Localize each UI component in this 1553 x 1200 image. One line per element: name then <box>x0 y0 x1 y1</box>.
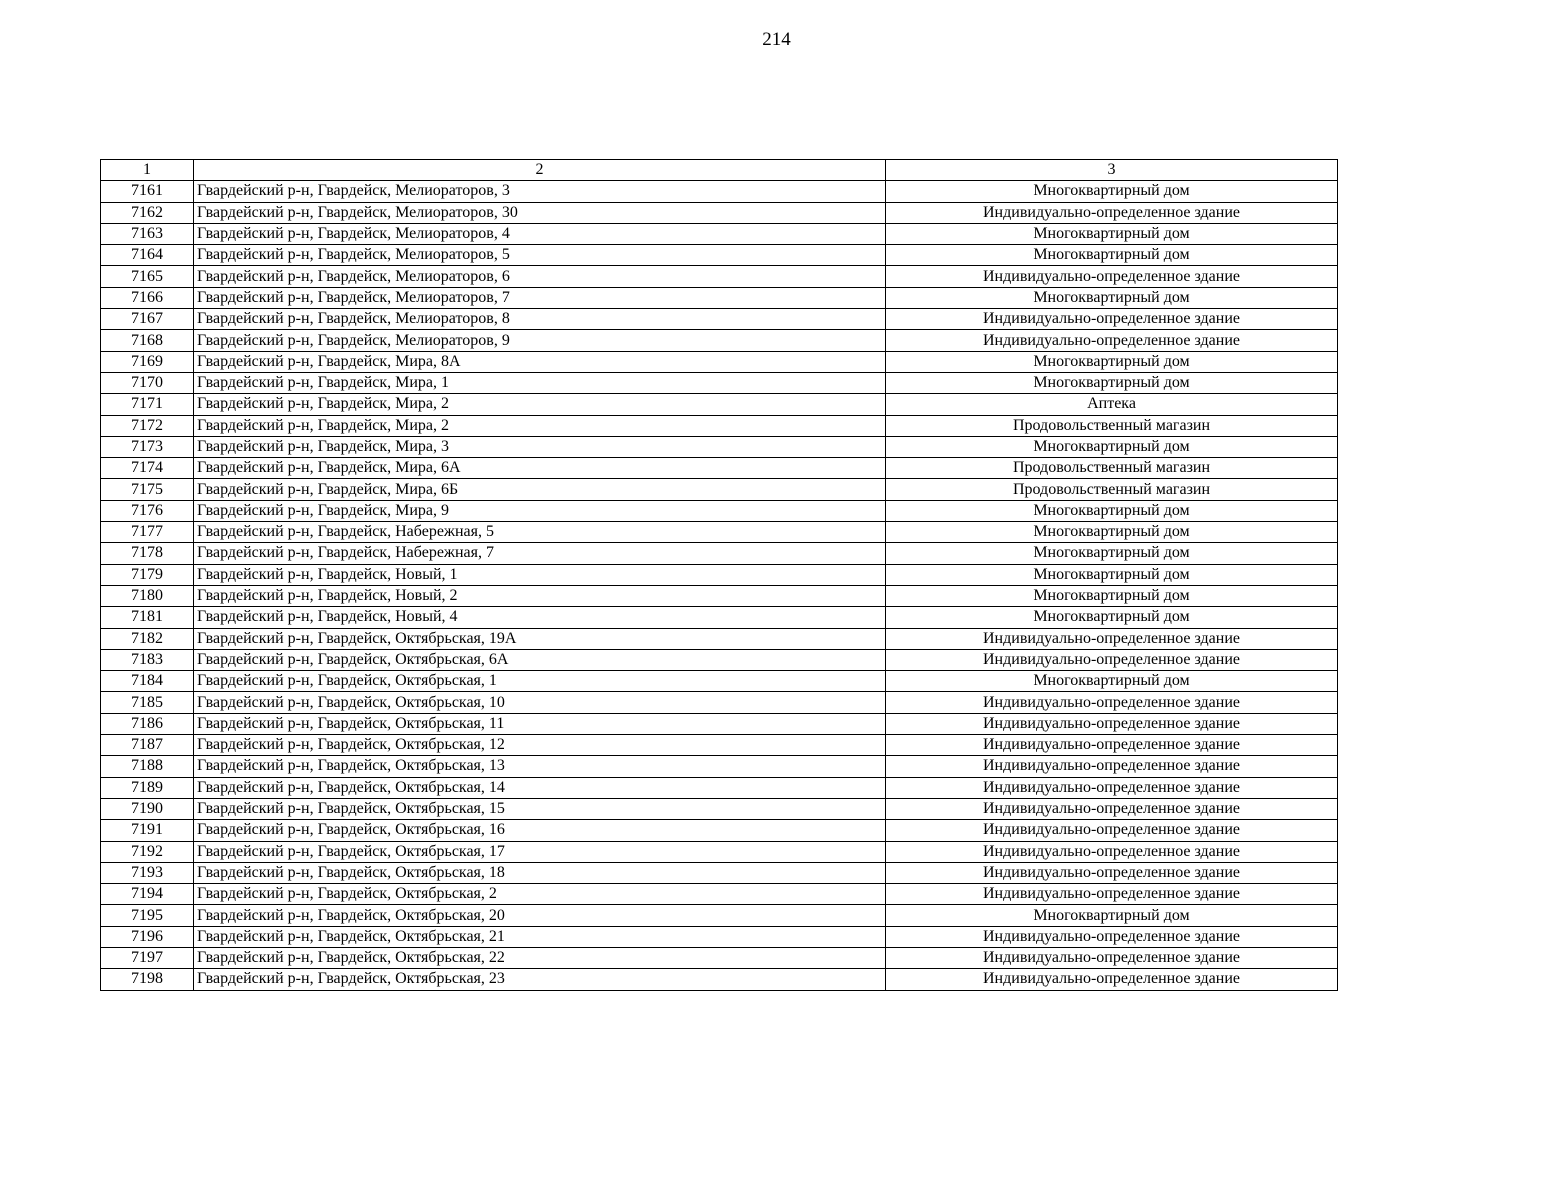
row-number-cell: 7161 <box>101 181 194 202</box>
building-type-cell: Многоквартирный дом <box>886 671 1338 692</box>
table-row <box>101 628 1338 649</box>
row-number-cell: 7178 <box>101 543 194 564</box>
data-table <box>100 159 1338 991</box>
address-cell: Гвардейский р-н, Гвардейск, Набережная, 7 <box>194 543 886 564</box>
table-row <box>101 692 1338 713</box>
address-cell: Гвардейский р-н, Гвардейск, Мелиораторов, 8 <box>194 309 886 330</box>
address-cell: Гвардейский р-н, Гвардейск, Мира, 6Б <box>194 479 886 500</box>
header-cell-3: 3 <box>886 160 1338 181</box>
row-number-cell: 7169 <box>101 351 194 372</box>
address-cell: Гвардейский р-н, Гвардейск, Октябрьская, 13 <box>194 756 886 777</box>
table-header-row <box>101 160 1338 181</box>
table-row <box>101 564 1338 585</box>
table-row <box>101 649 1338 670</box>
building-type-cell: Многоквартирный дом <box>886 181 1338 202</box>
row-number-cell: 7196 <box>101 926 194 947</box>
table-row <box>101 223 1338 244</box>
row-number-cell: 7197 <box>101 947 194 968</box>
table-row <box>101 309 1338 330</box>
building-type-cell: Индивидуально-определенное здание <box>886 649 1338 670</box>
building-type-cell: Индивидуально-определенное здание <box>886 692 1338 713</box>
building-type-cell: Многоквартирный дом <box>886 905 1338 926</box>
building-type-cell: Продовольственный магазин <box>886 458 1338 479</box>
table-row <box>101 607 1338 628</box>
building-type-cell: Индивидуально-определенное здание <box>886 947 1338 968</box>
building-type-cell: Индивидуально-определенное здание <box>886 884 1338 905</box>
building-type-cell: Многоквартирный дом <box>886 351 1338 372</box>
table-row <box>101 372 1338 393</box>
row-number-cell: 7191 <box>101 820 194 841</box>
table-row <box>101 500 1338 521</box>
address-cell: Гвардейский р-н, Гвардейск, Октябрьская, 10 <box>194 692 886 713</box>
table-row <box>101 522 1338 543</box>
address-cell: Гвардейский р-н, Гвардейск, Октябрьская, 6А <box>194 649 886 670</box>
row-number-cell: 7163 <box>101 223 194 244</box>
address-cell: Гвардейский р-н, Гвардейск, Октябрьская, 18 <box>194 862 886 883</box>
address-cell: Гвардейский р-н, Гвардейск, Новый, 2 <box>194 585 886 606</box>
table-row <box>101 351 1338 372</box>
address-cell: Гвардейский р-н, Гвардейск, Октябрьская, 23 <box>194 969 886 990</box>
building-type-cell: Индивидуально-определенное здание <box>886 969 1338 990</box>
header-cell-2: 2 <box>194 160 886 181</box>
table-row <box>101 287 1338 308</box>
row-number-cell: 7175 <box>101 479 194 500</box>
row-number-cell: 7180 <box>101 585 194 606</box>
table-row <box>101 713 1338 734</box>
address-cell: Гвардейский р-н, Гвардейск, Мира, 8А <box>194 351 886 372</box>
table-row <box>101 458 1338 479</box>
row-number-cell: 7166 <box>101 287 194 308</box>
row-number-cell: 7168 <box>101 330 194 351</box>
address-cell: Гвардейский р-н, Гвардейск, Мира, 1 <box>194 372 886 393</box>
address-cell: Гвардейский р-н, Гвардейск, Новый, 4 <box>194 607 886 628</box>
building-type-cell: Индивидуально-определенное здание <box>886 841 1338 862</box>
building-type-cell: Индивидуально-определенное здание <box>886 798 1338 819</box>
address-cell: Гвардейский р-н, Гвардейск, Октябрьская, 19А <box>194 628 886 649</box>
address-cell: Гвардейский р-н, Гвардейск, Октябрьская, 17 <box>194 841 886 862</box>
address-cell: Гвардейский р-н, Гвардейск, Октябрьская, 15 <box>194 798 886 819</box>
address-cell: Гвардейский р-н, Гвардейск, Мелиораторов, 7 <box>194 287 886 308</box>
row-number-cell: 7187 <box>101 735 194 756</box>
row-number-cell: 7162 <box>101 202 194 223</box>
table-row <box>101 543 1338 564</box>
row-number-cell: 7195 <box>101 905 194 926</box>
table-row <box>101 671 1338 692</box>
building-type-cell: Многоквартирный дом <box>886 245 1338 266</box>
table-row <box>101 884 1338 905</box>
address-cell: Гвардейский р-н, Гвардейск, Мира, 6А <box>194 458 886 479</box>
row-number-cell: 7182 <box>101 628 194 649</box>
table-row <box>101 245 1338 266</box>
building-type-cell: Многоквартирный дом <box>886 223 1338 244</box>
row-number-cell: 7193 <box>101 862 194 883</box>
row-number-cell: 7165 <box>101 266 194 287</box>
building-type-cell: Продовольственный магазин <box>886 479 1338 500</box>
address-cell: Гвардейский р-н, Гвардейск, Мелиораторов, 4 <box>194 223 886 244</box>
table-row <box>101 585 1338 606</box>
row-number-cell: 7183 <box>101 649 194 670</box>
page-number: 214 <box>762 29 791 50</box>
address-cell: Гвардейский р-н, Гвардейск, Октябрьская, 2 <box>194 884 886 905</box>
building-type-cell: Продовольственный магазин <box>886 415 1338 436</box>
table-row <box>101 798 1338 819</box>
table-row <box>101 969 1338 990</box>
building-type-cell: Индивидуально-определенное здание <box>886 777 1338 798</box>
row-number-cell: 7189 <box>101 777 194 798</box>
building-type-cell: Индивидуально-определенное здание <box>886 756 1338 777</box>
address-cell: Гвардейский р-н, Гвардейск, Октябрьская, 14 <box>194 777 886 798</box>
row-number-cell: 7185 <box>101 692 194 713</box>
table-row <box>101 394 1338 415</box>
row-number-cell: 7172 <box>101 415 194 436</box>
address-cell: Гвардейский р-н, Гвардейск, Октябрьская, 1 <box>194 671 886 692</box>
table-row <box>101 735 1338 756</box>
building-type-cell: Индивидуально-определенное здание <box>886 926 1338 947</box>
row-number-cell: 7192 <box>101 841 194 862</box>
address-cell: Гвардейский р-н, Гвардейск, Октябрьская, 11 <box>194 713 886 734</box>
address-cell: Гвардейский р-н, Гвардейск, Мира, 2 <box>194 394 886 415</box>
table-row <box>101 926 1338 947</box>
address-cell: Гвардейский р-н, Гвардейск, Мелиораторов, 3 <box>194 181 886 202</box>
building-type-cell: Индивидуально-определенное здание <box>886 820 1338 841</box>
address-cell: Гвардейский р-н, Гвардейск, Мелиораторов, 9 <box>194 330 886 351</box>
table-row <box>101 415 1338 436</box>
table-row <box>101 841 1338 862</box>
table-row <box>101 436 1338 457</box>
row-number-cell: 7176 <box>101 500 194 521</box>
address-cell: Гвардейский р-н, Гвардейск, Мелиораторов, 30 <box>194 202 886 223</box>
building-type-cell: Индивидуально-определенное здание <box>886 309 1338 330</box>
building-type-cell: Многоквартирный дом <box>886 564 1338 585</box>
building-type-cell: Многоквартирный дом <box>886 522 1338 543</box>
address-cell: Гвардейский р-н, Гвардейск, Новый, 1 <box>194 564 886 585</box>
table-row <box>101 330 1338 351</box>
building-type-cell: Индивидуально-определенное здание <box>886 330 1338 351</box>
address-cell: Гвардейский р-н, Гвардейск, Октябрьская, 20 <box>194 905 886 926</box>
building-type-cell: Аптека <box>886 394 1338 415</box>
address-cell: Гвардейский р-н, Гвардейск, Октябрьская, 21 <box>194 926 886 947</box>
row-number-cell: 7190 <box>101 798 194 819</box>
row-number-cell: 7198 <box>101 969 194 990</box>
row-number-cell: 7177 <box>101 522 194 543</box>
building-type-cell: Многоквартирный дом <box>886 543 1338 564</box>
address-cell: Гвардейский р-н, Гвардейск, Мелиораторов, 6 <box>194 266 886 287</box>
row-number-cell: 7194 <box>101 884 194 905</box>
address-cell: Гвардейский р-н, Гвардейск, Мира, 2 <box>194 415 886 436</box>
row-number-cell: 7171 <box>101 394 194 415</box>
table-row <box>101 947 1338 968</box>
building-type-cell: Многоквартирный дом <box>886 372 1338 393</box>
building-type-cell: Многоквартирный дом <box>886 287 1338 308</box>
building-type-cell: Индивидуально-определенное здание <box>886 862 1338 883</box>
address-cell: Гвардейский р-н, Гвардейск, Мира, 9 <box>194 500 886 521</box>
row-number-cell: 7181 <box>101 607 194 628</box>
building-type-cell: Индивидуально-определенное здание <box>886 266 1338 287</box>
table-row <box>101 479 1338 500</box>
building-type-cell: Индивидуально-определенное здание <box>886 735 1338 756</box>
row-number-cell: 7188 <box>101 756 194 777</box>
row-number-cell: 7173 <box>101 436 194 457</box>
row-number-cell: 7186 <box>101 713 194 734</box>
table-row <box>101 266 1338 287</box>
building-type-cell: Индивидуально-определенное здание <box>886 628 1338 649</box>
table-row <box>101 756 1338 777</box>
address-cell: Гвардейский р-н, Гвардейск, Набережная, 5 <box>194 522 886 543</box>
address-cell: Гвардейский р-н, Гвардейск, Мира, 3 <box>194 436 886 457</box>
row-number-cell: 7164 <box>101 245 194 266</box>
table-row <box>101 820 1338 841</box>
address-cell: Гвардейский р-н, Гвардейск, Октябрьская, 22 <box>194 947 886 968</box>
address-cell: Гвардейский р-н, Гвардейск, Октябрьская, 16 <box>194 820 886 841</box>
building-type-cell: Индивидуально-определенное здание <box>886 202 1338 223</box>
address-cell: Гвардейский р-н, Гвардейск, Октябрьская, 12 <box>194 735 886 756</box>
building-type-cell: Многоквартирный дом <box>886 500 1338 521</box>
building-type-cell: Многоквартирный дом <box>886 585 1338 606</box>
row-number-cell: 7167 <box>101 309 194 330</box>
table-row <box>101 181 1338 202</box>
building-type-cell: Индивидуально-определенное здание <box>886 713 1338 734</box>
table-row <box>101 202 1338 223</box>
building-type-cell: Многоквартирный дом <box>886 436 1338 457</box>
table-row <box>101 777 1338 798</box>
row-number-cell: 7184 <box>101 671 194 692</box>
table-body <box>101 160 1338 991</box>
row-number-cell: 7174 <box>101 458 194 479</box>
building-type-cell: Многоквартирный дом <box>886 607 1338 628</box>
row-number-cell: 7170 <box>101 372 194 393</box>
table-row <box>101 905 1338 926</box>
address-cell: Гвардейский р-н, Гвардейск, Мелиораторов, 5 <box>194 245 886 266</box>
table-row <box>101 862 1338 883</box>
row-number-cell: 7179 <box>101 564 194 585</box>
header-cell-1: 1 <box>101 160 194 181</box>
